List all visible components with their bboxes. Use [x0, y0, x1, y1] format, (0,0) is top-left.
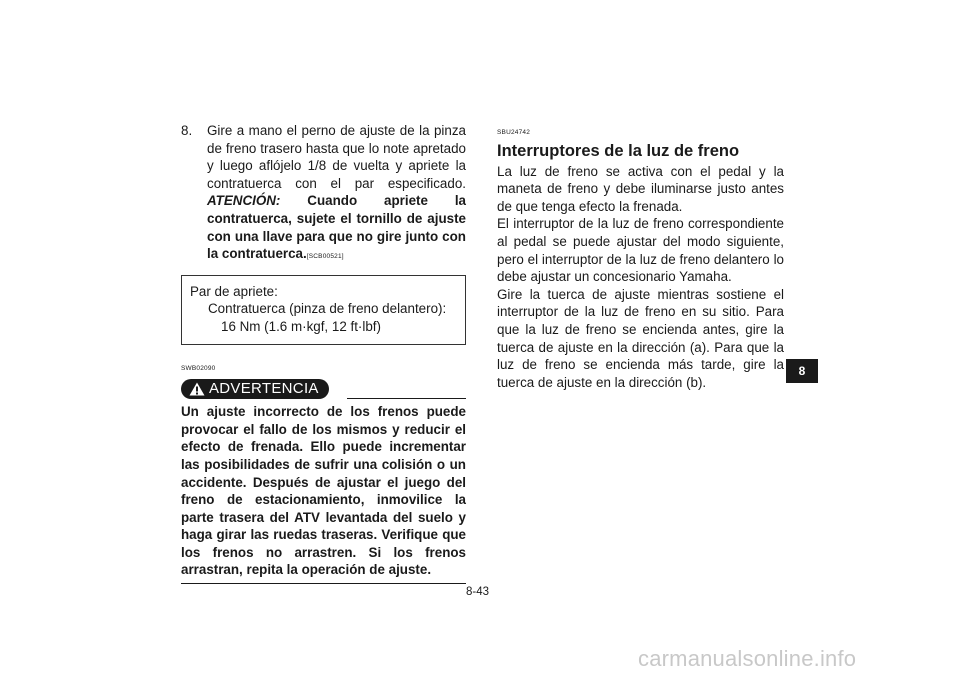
- section-code: SBU24742: [497, 129, 531, 136]
- notice-code: [SCB00521]: [306, 253, 344, 261]
- warning-rule: [347, 398, 466, 399]
- right-column: [497, 124, 784, 391]
- atencion-text: Cuando apriete la contratuerca, sujete el tornillo de ajuste con una llave para que no gire junto con la contratuerca.: [207, 193, 466, 262]
- step-text: [207, 122, 466, 266]
- section-title: Interruptores de la luz de freno: [497, 141, 740, 160]
- spec-value: 16 Nm (1.6 m·kgf, 12 ft·lbf): [221, 318, 381, 334]
- warning-text: Un ajuste incorrecto de los frenos puede provocar el fallo de los mismos y reducir el efecto de frenada. Ello puede incrementar las posibilidades de sufrir una colisión o un accidente. Después de ajustar el juego del freno de estacionamiento, inmovilice la parte trasera del ATV levantada del suelo y haga girar las ruedas traseras. Verifique que los frenos no arrastren. Si los frenos arrastran, repita la operación de ajuste.: [181, 404, 466, 578]
- watermark: carmanualsonline.info: [638, 646, 857, 671]
- warning-triangle-icon: [189, 382, 205, 396]
- warning-header: [181, 379, 466, 399]
- paragraph-1: La luz de freno se activa con el pedal y la maneta de freno y debe iluminarse justo antes de que tenga efecto la frenada.: [497, 163, 784, 214]
- warning-code: SWB02090: [181, 364, 216, 372]
- spec-item: Contratuerca (pinza de freno delantero):: [208, 301, 447, 317]
- step-8: [181, 122, 466, 266]
- warning-bottom-rule: [181, 583, 466, 584]
- step-instruction: Gire a mano el perno de ajuste de la pinza de freno trasero hasta que lo note apretado y luego aflójelo 1/8 de vuelta y apriete la contratuerca con el par especificado.: [207, 123, 466, 191]
- left-column: [181, 122, 466, 584]
- chapter-tab: 8: [786, 359, 818, 383]
- paragraph-3: Gire la tuerca de ajuste mientras sostiene el interruptor de la luz de freno en su sitio. Para que la luz de freno se encienda antes, gire la tuerca de ajuste en la dirección (a). Para que la luz de freno se encienda más tarde, gire la tuerca de ajuste en la dirección (b).: [497, 286, 784, 390]
- paragraph-2: El interruptor de la luz de freno correspondiente al pedal se puede ajustar del modo siguiente, pero el interruptor de la luz de freno delantero lo debe ajustar un concesionario Yamaha.: [497, 216, 784, 285]
- step-number: 8.: [181, 123, 193, 138]
- torque-spec-box: [181, 275, 466, 345]
- spec-title: Par de apriete:: [190, 283, 278, 299]
- page-number: 8-43: [466, 586, 490, 598]
- warning-label: ADVERTENCIA: [209, 380, 319, 398]
- warning-badge: [181, 379, 329, 399]
- atencion-label: ATENCIÓN:: [207, 193, 281, 209]
